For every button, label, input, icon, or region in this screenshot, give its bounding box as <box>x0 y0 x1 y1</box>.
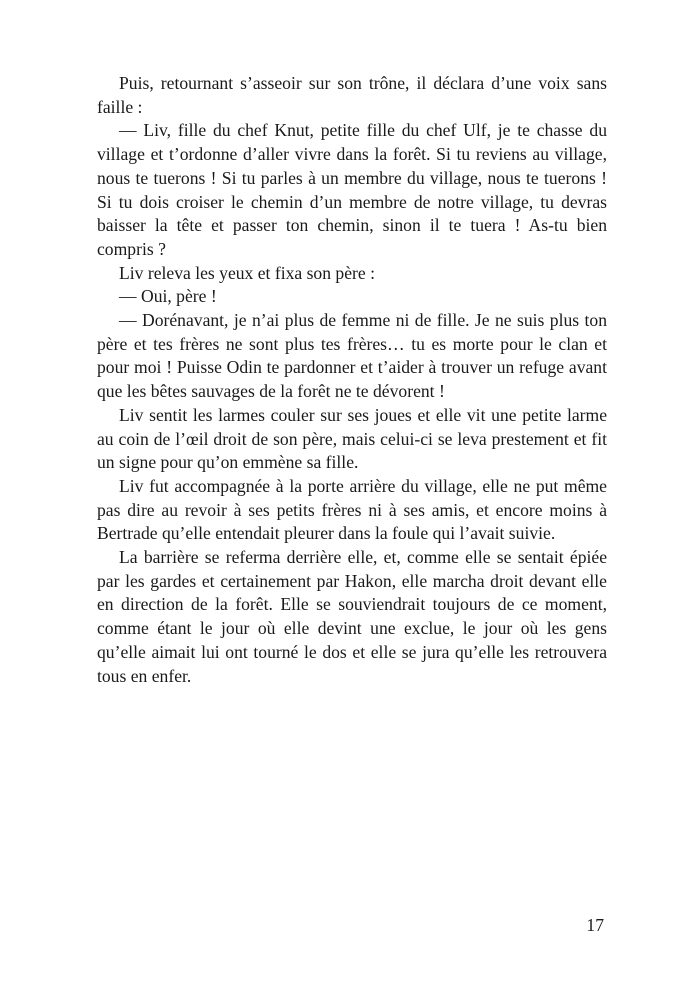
body-text <box>97 72 607 688</box>
paragraph: Liv fut accompagnée à la porte arrière du village, elle ne put même pas dire au revoir à ses petits frères ni à ses amis, et encore moins à Bertrade qu’elle entendait pleurer dans la foule qui l’avait suivie. <box>97 475 607 544</box>
paragraph: Liv releva les yeux et fixa son père : <box>119 262 375 283</box>
paragraph: La barrière se referma derrière elle, et, comme elle se sentait épiée par les gardes et certainement par Hakon, elle marcha droit devant elle en direction de la forêt. Elle se souviendrait toujours de ce moment, comme étant le jour où elle devint une exclue, le jour où les gens qu’elle aimait lui ont tourné le dos et elle se jura qu’elle les retrouvera tous en enfer. <box>97 547 607 686</box>
paragraph: — Liv, fille du chef Knut, petite fille du chef Ulf, je te chasse du village et t’ordonne d’aller vivre dans la forêt. Si tu reviens au village, nous te tuerons ! Si tu parles à un membre du village, nous te tuerons ! Si tu dois croiser le chemin d’un membre de notre village, tu devras baisser la tête et passer ton chemin, sinon il te tuera ! As-tu bien compris ? <box>97 120 607 259</box>
paragraph: Puis, retournant s’asseoir sur son trône, il déclara d’une voix sans faille : <box>97 73 607 117</box>
paragraph: — Dorénavant, je n’ai plus de femme ni de fille. Je ne suis plus ton père et tes frères ne sont plus tes frères… tu es morte pour le clan et pour moi ! Puisse Odin te pardonner et t’aider à trouver un refuge avant que les bêtes sauvages de la forêt ne te dévorent ! <box>97 310 607 402</box>
paragraph: — Oui, père ! <box>119 286 217 307</box>
paragraph: Liv sentit les larmes couler sur ses joues et elle vit une petite larme au coin de l’œil droit de son père, mais celui-ci se leva prestement et fit un signe pour qu’on emmène sa fille. <box>97 404 607 473</box>
page-number: 17 <box>586 915 604 935</box>
